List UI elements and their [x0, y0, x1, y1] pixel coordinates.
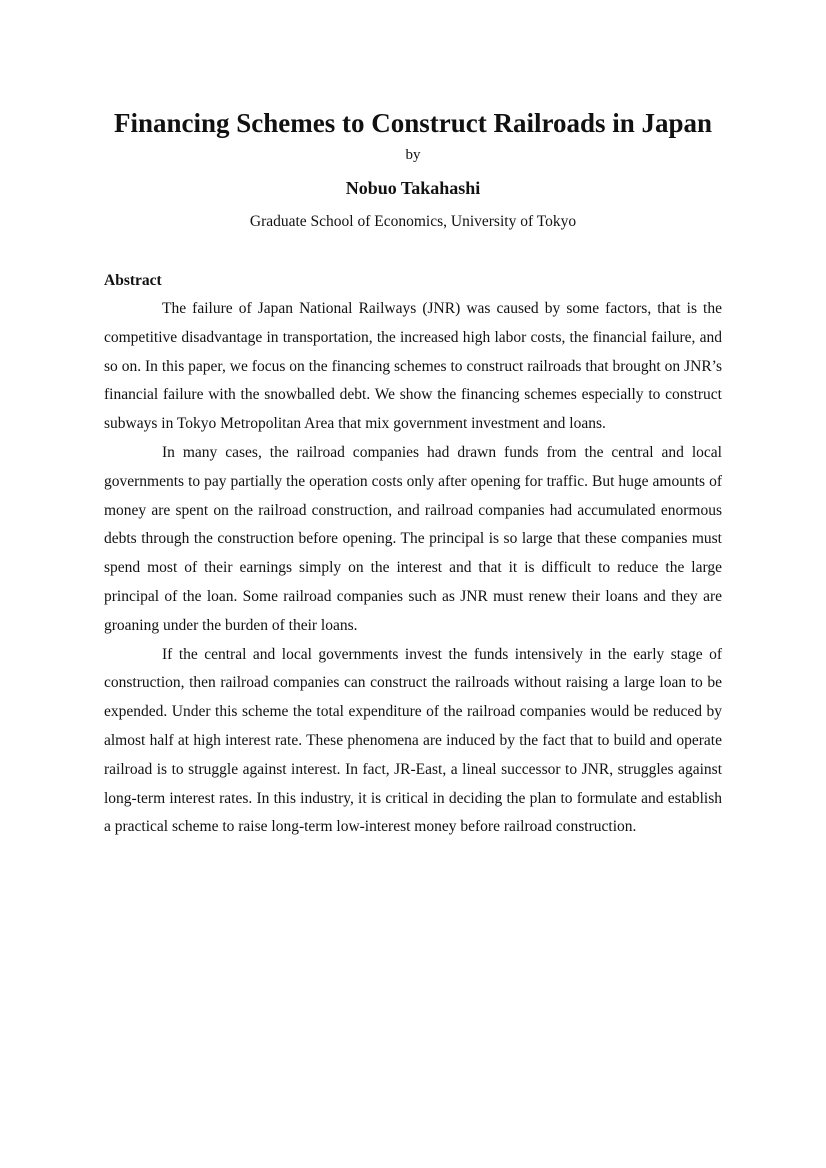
abstract-paragraph-2: In many cases, the railroad companies had drawn funds from the central and local governments to pay partially the operation costs only after opening for traffic. But huge amounts of money are spent on the railroad construction, and railroad companies had accumulated enormous debts through the construction before opening. The principal is so large that these companies must spend most of their earnings simply on the interest and that it is difficult to reduce the large principal of the loan. Some railroad companies such as JNR must renew their loans and they are groaning under the burden of their loans.: [104, 443, 722, 634]
byline-by: by: [405, 147, 421, 163]
abstract-paragraph-3: If the central and local governments invest the funds intensively in the early stage of construction, then railroad companies can construct the railroads without raising a large loan to be expended. Under this scheme the total expenditure of the railroad companies would be reduced by almost half at high interest rate. These phenomena are induced by the fact that to build and operate railroad is to struggle against interest. In fact, JR-East, a lineal successor to JNR, struggles against long-term interest rates. In this industry, it is critical in deciding the plan to formulate and establish a practical scheme to raise long-term low-interest money before railroad construction.: [104, 645, 722, 836]
author-affiliation: Graduate School of Economics, University of Tokyo: [249, 213, 577, 230]
abstract-paragraph-1: The failure of Japan National Railways (JNR) was caused by some factors, that is the competitive disadvantage in transportation, the increased high labor costs, the financial failure, and so on. In this paper, we focus on the financing schemes to construct railroads that brought on JNR’s financial failure with the snowballed debt. We show the financing schemes especially to construct subways in Tokyo Metropolitan Area that mix government investment and loans.: [104, 300, 722, 433]
author-name: Nobuo Takahashi: [345, 178, 481, 198]
abstract-body: [104, 295, 722, 842]
abstract-heading: Abstract: [104, 272, 162, 289]
paper-title: Financing Schemes to Construct Railroads in Japan: [113, 108, 713, 138]
